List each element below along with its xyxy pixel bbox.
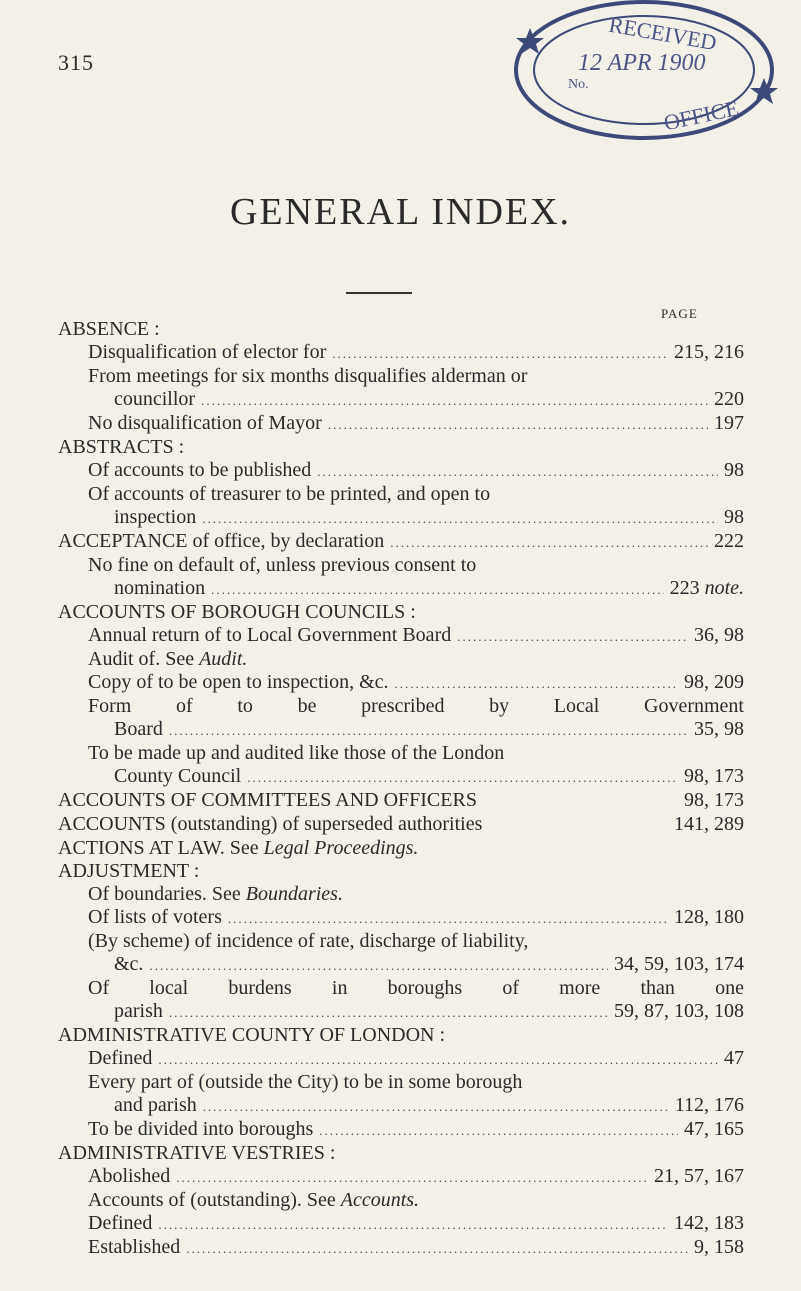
entry-text: and parish bbox=[114, 1094, 197, 1116]
dot-leader bbox=[201, 389, 708, 412]
entry-text: ACCEPTANCE of office, by declaration bbox=[58, 530, 385, 552]
index-entry-line: To be made up and audited like those of the London bbox=[88, 742, 505, 764]
index-heading-admin-county: ADMINISTRATIVE COUNTY OF LONDON : bbox=[58, 1024, 446, 1046]
dot-leader bbox=[169, 719, 688, 742]
stamp-top-text: RECEIVED bbox=[607, 11, 719, 56]
entry-pages: 59, 87, 103, 108 bbox=[614, 1000, 744, 1022]
entry-pages: 98, 209 bbox=[684, 671, 744, 693]
stamp-star-right bbox=[750, 78, 778, 104]
index-entry bbox=[58, 671, 744, 695]
entry-text: Abolished bbox=[88, 1165, 171, 1187]
entry-pages: 98, 173 bbox=[684, 789, 744, 811]
entry-text: No disqualification of Mayor bbox=[88, 412, 322, 434]
dot-leader bbox=[176, 1166, 648, 1189]
index-entry bbox=[58, 388, 744, 412]
index-heading-acceptance bbox=[58, 530, 744, 554]
entry-text: Of lists of voters bbox=[88, 906, 222, 928]
index-entry-line: Form of to be prescribed by Local Government bbox=[88, 695, 744, 717]
index-entry bbox=[58, 577, 744, 601]
index-entry bbox=[58, 906, 744, 930]
dot-leader bbox=[203, 1095, 669, 1118]
entry-text: To be divided into boroughs bbox=[88, 1118, 314, 1140]
index-entry bbox=[58, 412, 744, 436]
index-heading-admin-vestries: ADMINISTRATIVE VESTRIES : bbox=[58, 1142, 336, 1164]
index-entry-cross-ref bbox=[58, 1189, 744, 1212]
cross-ref: Audit. bbox=[199, 648, 248, 670]
index-list bbox=[58, 318, 744, 1260]
entry-text: Of boundaries. See bbox=[88, 883, 241, 905]
index-heading-actions bbox=[58, 837, 744, 860]
index-entry-line: Of local burdens in boroughs of more than one bbox=[88, 977, 744, 999]
entry-text: County Council bbox=[114, 765, 242, 787]
index-entry bbox=[58, 718, 744, 742]
entry-text: Of accounts to be published bbox=[88, 459, 312, 481]
dot-leader bbox=[332, 342, 668, 365]
dot-leader bbox=[149, 954, 608, 977]
entry-pages: 9, 158 bbox=[694, 1236, 744, 1258]
dot-leader bbox=[202, 507, 718, 530]
dot-leader bbox=[211, 578, 663, 601]
entry-text: inspection bbox=[114, 506, 197, 528]
entry-pages: 98 bbox=[724, 459, 744, 481]
entry-note: note. bbox=[704, 577, 744, 599]
index-entry-line: Of accounts of treasurer to be printed, and open to bbox=[88, 483, 491, 505]
entry-pages: 34, 59, 103, 174 bbox=[614, 953, 744, 975]
dot-leader bbox=[158, 1048, 718, 1071]
entry-text: Copy of to be open to inspection, &c. bbox=[88, 671, 389, 693]
dot-leader bbox=[228, 907, 668, 930]
dot-leader bbox=[158, 1213, 668, 1236]
cross-ref: Accounts. bbox=[340, 1189, 420, 1211]
dot-leader bbox=[457, 625, 688, 648]
entry-pages: 98 bbox=[724, 506, 744, 528]
dot-leader bbox=[395, 672, 678, 695]
cross-ref: Boundaries. bbox=[245, 883, 343, 905]
entry-pages: 47 bbox=[724, 1047, 744, 1069]
entry-pages: 220 bbox=[714, 388, 744, 410]
index-heading-accounts-borough: ACCOUNTS OF BOROUGH COUNCILS : bbox=[58, 601, 416, 623]
dot-leader bbox=[186, 1237, 688, 1260]
index-entry bbox=[58, 953, 744, 977]
entry-text: ACCOUNTS OF COMMITTEES AND OFFICERS bbox=[58, 789, 477, 811]
entry-text: &c. bbox=[114, 953, 144, 975]
entry-pages: 47, 165 bbox=[684, 1118, 744, 1140]
entry-text: nomination bbox=[114, 577, 206, 599]
dot-leader bbox=[247, 766, 678, 789]
index-entry bbox=[58, 1236, 744, 1260]
entry-text: parish bbox=[114, 1000, 163, 1022]
stamp-date: 12 APR 1900 bbox=[578, 50, 706, 76]
entry-page-number: 223 bbox=[669, 577, 700, 599]
index-entry bbox=[58, 624, 744, 648]
index-entry bbox=[58, 341, 744, 365]
entry-pages: 222 bbox=[714, 530, 744, 552]
index-heading-accounts-outstanding bbox=[58, 813, 744, 837]
index-heading-absence: ABSENCE : bbox=[58, 318, 160, 340]
entry-pages: 35, 98 bbox=[694, 718, 744, 740]
index-entry bbox=[58, 1118, 744, 1142]
index-entry bbox=[58, 1000, 744, 1024]
entry-text: Defined bbox=[88, 1047, 153, 1069]
index-entry bbox=[58, 459, 744, 483]
dot-leader bbox=[319, 1119, 678, 1142]
entry-pages: 112, 176 bbox=[674, 1094, 744, 1116]
index-entry bbox=[58, 765, 744, 789]
dot-leader bbox=[169, 1001, 608, 1024]
page-column-header: PAGE bbox=[661, 306, 698, 321]
entry-pages: 128, 180 bbox=[674, 906, 744, 928]
index-entry-cross-ref bbox=[58, 883, 744, 906]
index-heading-abstracts: ABSTRACTS : bbox=[58, 436, 185, 458]
entry-text: ACCOUNTS (outstanding) of superseded authorities bbox=[58, 813, 483, 835]
dot-leader bbox=[328, 413, 708, 436]
entry-pages: 98, 173 bbox=[684, 765, 744, 787]
entry-text: Disqualification of elector for bbox=[88, 341, 327, 363]
entry-text: Board bbox=[114, 718, 163, 740]
index-entry-line: From meetings for six months disqualifies alderman or bbox=[88, 365, 528, 387]
entry-pages: 21, 57, 167 bbox=[654, 1165, 744, 1187]
index-entry bbox=[58, 1047, 744, 1071]
dot-leader bbox=[317, 460, 718, 483]
dot-leader bbox=[390, 531, 708, 554]
entry-pages: 36, 98 bbox=[694, 624, 744, 646]
entry-text: Audit of. See bbox=[88, 648, 195, 670]
entry-text: Established bbox=[88, 1236, 181, 1258]
index-entry-line: (By scheme) of incidence of rate, discharge of liability, bbox=[88, 930, 529, 952]
entry-text: Defined bbox=[88, 1212, 153, 1234]
index-entry-line: No fine on default of, unless previous consent to bbox=[88, 554, 477, 576]
index-entry-cross-ref bbox=[58, 648, 744, 671]
index-title: GENERAL INDEX. bbox=[229, 191, 572, 233]
entry-text: Accounts of (outstanding). See bbox=[88, 1189, 336, 1211]
entry-pages: 142, 183 bbox=[674, 1212, 744, 1234]
entry-text: ACTIONS AT LAW. See bbox=[58, 837, 259, 859]
entry-text: councillor bbox=[114, 388, 196, 410]
stamp-bottom-text: OFFICE bbox=[661, 95, 741, 136]
entry-pages: 141, 289 bbox=[674, 813, 744, 835]
entry-text: Annual return of to Local Government Board bbox=[88, 624, 452, 646]
index-heading-accounts-committees bbox=[58, 789, 744, 813]
index-entry bbox=[58, 1094, 744, 1118]
title-rule bbox=[346, 292, 412, 294]
entry-pages: 215, 216 bbox=[674, 341, 744, 363]
stamp-prefix: No. bbox=[568, 77, 589, 92]
index-heading-adjustment: ADJUSTMENT : bbox=[58, 860, 200, 882]
entry-pages bbox=[670, 577, 744, 600]
index-entry bbox=[58, 1165, 744, 1189]
index-entry bbox=[58, 506, 744, 530]
entry-pages: 197 bbox=[714, 412, 744, 434]
index-entry bbox=[58, 1212, 744, 1236]
index-entry-line: Every part of (outside the City) to be in some borough bbox=[88, 1071, 523, 1093]
cross-ref: Legal Proceedings. bbox=[263, 837, 419, 859]
received-stamp bbox=[496, 0, 786, 160]
page-number: 315 bbox=[58, 50, 94, 75]
